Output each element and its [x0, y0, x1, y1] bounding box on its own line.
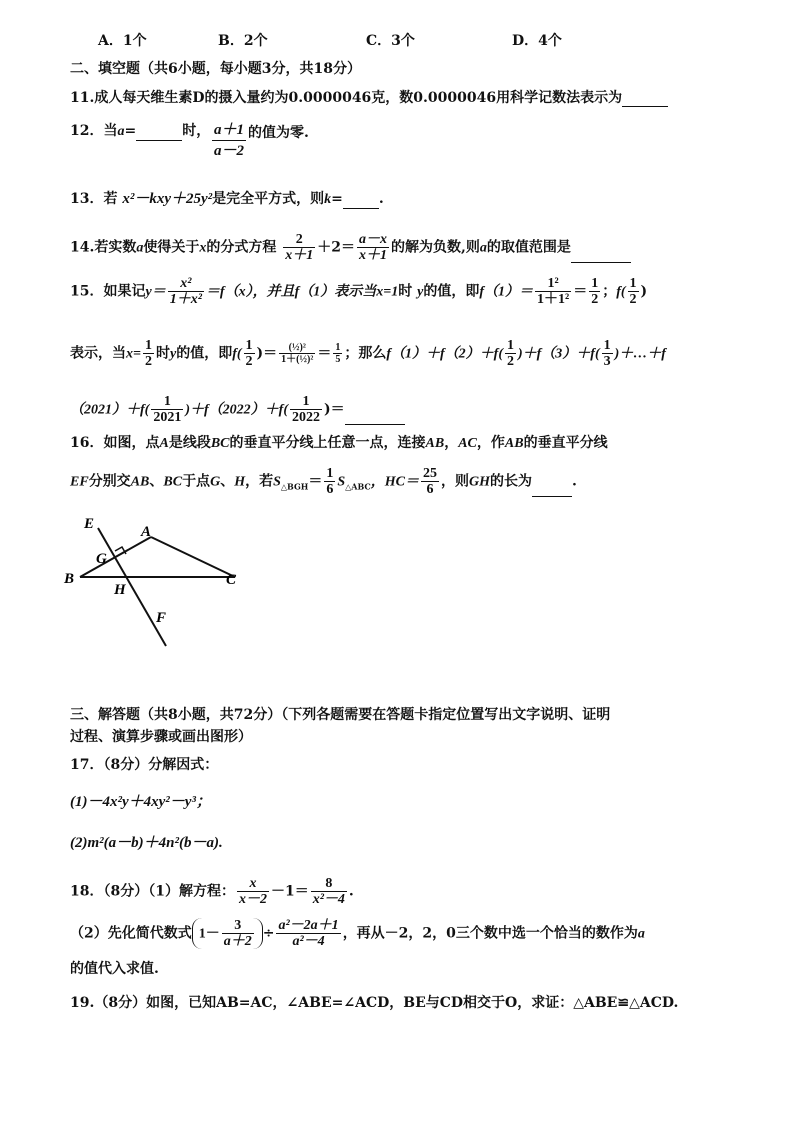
q16-AB: AB — [425, 436, 445, 451]
q15-f1: f（1）表示当 — [294, 284, 377, 300]
q15-fden: 1＋x² — [169, 292, 202, 307]
q15-innernum: (½)² — [279, 342, 315, 354]
q12-var: a — [117, 124, 125, 139]
q15-sum2: )＋f（3）＋f( — [517, 346, 600, 362]
q14 — [70, 232, 631, 263]
q16-figure — [60, 510, 260, 670]
q12-fraction — [210, 120, 309, 161]
section2-title: 二、填空题（共6小题，每小题3分，共18分） — [70, 61, 361, 77]
q14-pre: 14.若实数 — [70, 239, 137, 256]
q18-e1den2: x²－4 — [312, 892, 345, 907]
q15-l2hn: 1 — [245, 338, 253, 353]
q16-l2e: ，若 — [245, 473, 274, 490]
q12-den: a－2 — [214, 143, 245, 159]
q16-GH: GH — [469, 474, 490, 490]
q16-EF: EF — [70, 474, 89, 490]
q15-innerden: 1＋(½)² — [281, 354, 314, 365]
q14-blank — [571, 248, 631, 263]
q18-a: a — [637, 926, 645, 942]
q15-fifthnum: 1 — [335, 342, 341, 353]
choice-b: B．2个 — [218, 33, 268, 49]
q18-p2num2: a²－2a＋1 — [278, 918, 339, 933]
q15-eq: ＝ — [573, 283, 588, 300]
q16-l1e: 的垂直平分线 — [523, 435, 608, 451]
q16-fracnum: 1 — [326, 466, 334, 481]
q16-BC2: BC — [163, 474, 183, 490]
section3-title2: 过程、演算步骤或画出图形） — [70, 729, 252, 745]
fig-label-G: G — [96, 551, 107, 567]
q13-var: k — [324, 192, 332, 207]
q18-line3: 的值代入求值. — [70, 961, 159, 977]
q15-l2fend: ) — [256, 345, 264, 362]
q16-l2a: 分别交 — [88, 473, 131, 490]
q15-n2022num: 1 — [290, 394, 322, 410]
q13 — [70, 190, 384, 209]
q16-AB3: AB — [130, 474, 150, 490]
q16-AC: AC — [458, 436, 477, 451]
q15-l2mid2: 的值，即 — [176, 345, 233, 362]
q14-f2-den: x＋1 — [358, 248, 387, 263]
q15-halfnum: 1 — [591, 276, 599, 291]
q18-line2 — [70, 918, 645, 949]
q15-f1den: 1＋1² — [537, 292, 570, 307]
q16-l2d: 、 — [220, 473, 235, 490]
q15-l2halfden: 2 — [144, 354, 152, 369]
q15-fhalf-end: ) — [640, 283, 648, 300]
q13-expr: x²－kxy＋25y² — [122, 191, 213, 207]
q15-l3a: （2021）＋f( — [70, 402, 150, 418]
line-AC — [151, 537, 235, 577]
q15-line2 — [70, 338, 666, 369]
q15-sep: ； — [602, 283, 617, 300]
q13-pre: 13．若 — [70, 191, 118, 207]
q15-l2mid: 时 — [155, 345, 170, 362]
q15-blank — [345, 410, 405, 425]
q13-blank — [343, 194, 379, 209]
q16-S2: S — [337, 474, 346, 490]
q16-l1: 16．如图，点 — [70, 435, 160, 451]
q15-line3 — [70, 394, 405, 425]
q18-e1num2: 8 — [311, 876, 347, 892]
q15-f1num: 1² — [535, 276, 571, 292]
q15-yeq: y＝ — [145, 284, 166, 300]
q13-eq: = — [331, 191, 343, 207]
q15-l2y: y — [169, 346, 177, 362]
q15-l2hd: 2 — [245, 354, 253, 369]
q16-A: A — [159, 436, 169, 451]
q16-l1c: 的垂直平分线上任意一点，连接 — [229, 435, 426, 451]
q13-mid: 是完全平方式，则 — [212, 191, 325, 207]
choice-d: D．4个 — [512, 33, 562, 49]
q14-a: a — [136, 240, 144, 256]
q16-comma: ， — [444, 435, 459, 451]
q12-mid: 时， — [182, 123, 211, 139]
q15-l2halfnum: 1 — [144, 338, 152, 353]
q16-l2g: 的长为 — [490, 473, 532, 490]
q18-e1mid: －1＝ — [270, 883, 309, 900]
q18-div: ÷ — [262, 925, 275, 942]
q14-f1-den: x＋1 — [285, 248, 314, 263]
q15-halfnum2: 1 — [629, 276, 637, 291]
q14-f1-num: 2 — [283, 232, 315, 248]
q16-eq: ＝ — [308, 473, 323, 490]
q16-hcden: 6 — [426, 482, 434, 497]
q16-fracden: 6 — [326, 482, 334, 497]
q16-l1b: 是线段 — [168, 435, 211, 451]
q16-hcnum: 25 — [423, 466, 437, 481]
q15-l2post: ；那么 — [344, 345, 387, 362]
q15-fhalf-start: f( — [616, 284, 626, 300]
q16-end: . — [572, 473, 577, 490]
q16-BC: BC — [210, 436, 230, 451]
fig-label-H: H — [114, 582, 126, 598]
q15-l2eq2: ＝ — [317, 345, 332, 362]
q14-mid2: 的分式方程 — [206, 239, 277, 256]
q18-p2post: ，再从－2，2，0三个数中选一个恰当的数作为 — [342, 925, 638, 942]
line-EF — [98, 528, 166, 646]
q11-blank — [622, 92, 668, 107]
q15-l3c: )＝ — [323, 401, 345, 418]
q15-pre: 15．如果记 — [70, 283, 146, 300]
q15-halfden: 2 — [591, 292, 599, 307]
q15-sum3: )＋…＋f — [614, 346, 666, 362]
q15-l2eq: ＝ — [263, 345, 278, 362]
q14-mid: 使得关于 — [143, 239, 200, 256]
q16-S1sub: △BGH — [280, 481, 309, 492]
section3-title: 三、解答题（共8小题，共72分）（下列各题需要在答题卡指定位置写出文字说明、证明 — [70, 707, 611, 723]
fig-label-E: E — [84, 516, 95, 532]
q15-n2022den: 2022 — [291, 410, 320, 425]
q12-pre: 12．当 — [70, 123, 118, 139]
fig-label-B: B — [64, 571, 75, 587]
q18-p2den2: a²－4 — [292, 934, 325, 949]
q15-l2fstart: f( — [232, 346, 242, 362]
q15-line1 — [70, 276, 647, 307]
q15-fx: ＝f（x），并且 — [205, 284, 295, 300]
q11 — [70, 89, 668, 107]
q16-l2f: ，则 — [441, 473, 469, 490]
q16-line1 — [70, 434, 608, 453]
q12-post: 的值为零. — [248, 125, 309, 141]
q14-post2: 的取值范围是 — [486, 239, 571, 256]
q15-n2021den: 2021 — [153, 410, 182, 425]
q14-x: x — [199, 240, 207, 256]
q18-line1 — [70, 876, 354, 907]
fig-label-C: C — [226, 572, 237, 588]
q15-sum1: f（1）＋f（2）＋f( — [386, 346, 503, 362]
q16-S1: S — [273, 474, 281, 490]
q14-f2-num: a－x — [358, 232, 387, 247]
q17-head: 17．（8分）分解因式： — [70, 757, 219, 773]
q15-halfden2: 2 — [629, 292, 637, 307]
q18-p2pre: （2）先化简代数式 — [70, 925, 192, 942]
q11-text: 11.成人每天维生素D的摄入量约为0.0000046克，数0.0000046用科学记数法表示为 — [70, 90, 623, 106]
q17-p1: (1)－4x²y＋4xy²－y³； — [70, 794, 211, 810]
q15-f1eq: f（1）＝ — [479, 284, 533, 300]
fig-label-A: A — [141, 524, 152, 540]
q16-blank — [532, 482, 572, 497]
q12 — [70, 122, 210, 141]
q15-shn: 1 — [506, 338, 514, 353]
q18-p2den: a＋2 — [223, 934, 252, 949]
q18-head: 18．（8分）（1）解方程： — [70, 883, 235, 900]
q16-G: G — [210, 474, 221, 490]
q19: 19.（8分）如图，已知AB=AC，∠ABE=∠ACD，BE与CD相交于O，求证：△ABE≌△ACD. — [70, 995, 679, 1011]
fig-label-F: F — [156, 610, 167, 626]
q18-e1end: . — [348, 883, 354, 900]
q16-l1d: ，作 — [476, 435, 505, 451]
q18-p2num: 3 — [222, 918, 254, 934]
q15-l2pre: 表示，当 — [70, 345, 126, 362]
q12-eq: = — [124, 123, 137, 139]
q12-num: a＋1 — [212, 120, 246, 141]
q14-plus2: ＋2＝ — [317, 239, 355, 256]
q17-p2: (2)m²(a－b)＋4n²(b－a). — [70, 835, 223, 851]
q14-post: 的解为负数,则 — [390, 239, 480, 256]
q18-e1den: x－2 — [238, 892, 267, 907]
q15-fifthden: 5 — [335, 354, 341, 365]
q15-thirdden: 3 — [603, 354, 611, 369]
q16-line2 — [70, 466, 577, 497]
q15-l3b: )＋f（2022）＋f( — [185, 402, 288, 418]
q15-xeq: x= — [126, 346, 141, 362]
q16-hc: ，HC＝ — [370, 474, 419, 490]
q16-H: H — [234, 474, 246, 490]
q15-f1post2: 的值，即 — [423, 283, 480, 300]
q15-fnum: x² — [168, 276, 204, 292]
q15-thirdnum: 1 — [603, 338, 611, 353]
q16-l2b: 、 — [149, 473, 164, 490]
q15-shd: 2 — [506, 354, 514, 369]
choice-c: C．3个 — [366, 33, 415, 49]
q16-S2sub: △ABC — [345, 481, 371, 492]
choice-a: A．1个 — [98, 33, 147, 49]
q16-AB2: AB — [504, 436, 524, 451]
q18-oneminus: 1－ — [198, 926, 220, 942]
q16-l2c: 于点 — [182, 473, 211, 490]
q15-y: y — [417, 284, 424, 300]
q15-f1post: 时 — [398, 283, 413, 300]
q14-a2: a — [479, 240, 487, 256]
q15-x1: x=1 — [376, 284, 399, 300]
q13-end: . — [378, 191, 384, 207]
q15-n2021num: 1 — [151, 394, 183, 410]
q18-e1num: x — [237, 876, 269, 892]
q12-blank — [136, 126, 182, 141]
